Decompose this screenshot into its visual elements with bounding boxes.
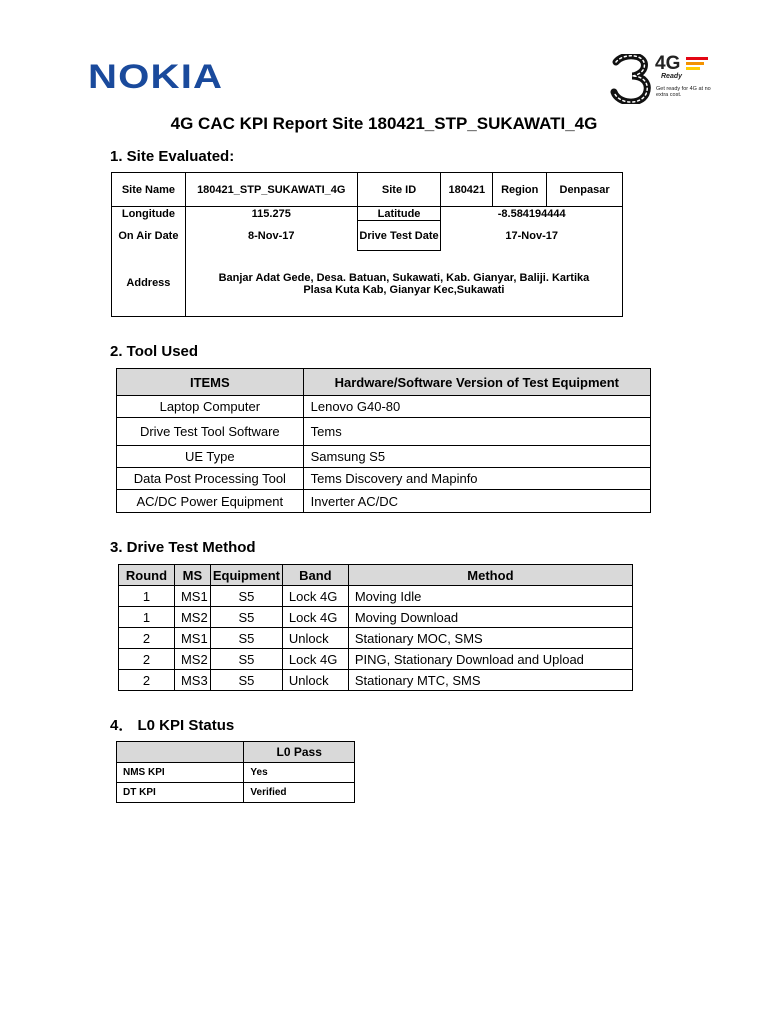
three-logo-icon bbox=[610, 54, 656, 104]
tool-item: Laptop Computer bbox=[117, 396, 304, 418]
column-header: Hardware/Software Version of Test Equipment bbox=[303, 369, 650, 396]
method-cell: Stationary MTC, SMS bbox=[348, 670, 632, 691]
equipment-cell: S5 bbox=[210, 649, 282, 670]
tool-used-table bbox=[116, 368, 651, 513]
ms-cell: MS3 bbox=[174, 670, 210, 691]
report-title: 4G CAC KPI Report Site 180421_STP_SUKAWATI_4G bbox=[170, 114, 598, 133]
region-value: Denpasar bbox=[547, 173, 623, 207]
site-id-value: 180421 bbox=[441, 173, 493, 207]
drive-test-value: 17-Nov-17 bbox=[441, 221, 623, 251]
round-cell: 1 bbox=[119, 586, 175, 607]
equipment-cell: S5 bbox=[210, 586, 282, 607]
ms-cell: MS1 bbox=[174, 628, 210, 649]
site-name-label: Site Name bbox=[112, 173, 186, 207]
band-cell: Unlock bbox=[282, 628, 348, 649]
column-header: Round bbox=[119, 565, 175, 586]
three-4g-logo bbox=[610, 54, 710, 104]
method-cell: Moving Download bbox=[348, 607, 632, 628]
address-label: Address bbox=[112, 251, 186, 317]
latitude-value: -8.584194444 bbox=[441, 207, 623, 221]
section-heading-tool-used: 2. Tool Used bbox=[110, 343, 199, 360]
ms-cell: MS1 bbox=[174, 586, 210, 607]
4g-badge: 4G bbox=[655, 53, 681, 74]
column-header: Equipment bbox=[210, 565, 282, 586]
round-cell: 2 bbox=[119, 670, 175, 691]
method-cell: PING, Stationary Download and Upload bbox=[348, 649, 632, 670]
equipment-cell: S5 bbox=[210, 670, 282, 691]
band-cell: Unlock bbox=[282, 670, 348, 691]
site-evaluated-table bbox=[111, 172, 623, 317]
ms-cell: MS2 bbox=[174, 649, 210, 670]
equipment-cell: S5 bbox=[210, 607, 282, 628]
band-cell: Lock 4G bbox=[282, 586, 348, 607]
longitude-value: 115.275 bbox=[185, 207, 357, 221]
tool-item: AC/DC Power Equipment bbox=[117, 490, 304, 513]
section-heading-site-evaluated: 1. Site Evaluated: bbox=[110, 148, 235, 165]
method-cell: Stationary MOC, SMS bbox=[348, 628, 632, 649]
column-header: Method bbox=[348, 565, 632, 586]
l0-kpi-status-table bbox=[116, 741, 355, 803]
kpi-value: Yes bbox=[244, 763, 355, 783]
tool-version: Samsung S5 bbox=[303, 446, 650, 468]
kpi-name: DT KPI bbox=[117, 783, 244, 803]
round-cell: 1 bbox=[119, 607, 175, 628]
4g-stripes-icon bbox=[686, 57, 708, 71]
tool-item: UE Type bbox=[117, 446, 304, 468]
tool-version: Tems Discovery and Mapinfo bbox=[303, 468, 650, 490]
round-cell: 2 bbox=[119, 628, 175, 649]
tool-item: Drive Test Tool Software bbox=[117, 418, 304, 446]
column-header: MS bbox=[174, 565, 210, 586]
tool-version: Tems bbox=[303, 418, 650, 446]
tool-version: Inverter AC/DC bbox=[303, 490, 650, 513]
nokia-logo: NOKIA bbox=[88, 58, 224, 96]
section-heading-drive-test-method: 3. Drive Test Method bbox=[110, 539, 256, 556]
site-id-label: Site ID bbox=[357, 173, 441, 207]
address-value: Banjar Adat Gede, Desa. Batuan, Sukawati, Kab. Gianyar, Baliji. Kartika Plasa Kuta Kab, Gianyar Kec,Sukawati bbox=[185, 251, 622, 317]
on-air-value: 8-Nov-17 bbox=[185, 221, 357, 251]
band-cell: Lock 4G bbox=[282, 607, 348, 628]
region-label: Region bbox=[493, 173, 547, 207]
latitude-label: Latitude bbox=[357, 207, 441, 221]
column-header-empty bbox=[117, 742, 244, 763]
tool-version: Lenovo G40-80 bbox=[303, 396, 650, 418]
kpi-value: Verified bbox=[244, 783, 355, 803]
equipment-cell: S5 bbox=[210, 628, 282, 649]
on-air-label: On Air Date bbox=[112, 221, 186, 251]
column-header: ITEMS bbox=[117, 369, 304, 396]
column-header: Band bbox=[282, 565, 348, 586]
drive-test-method-table bbox=[118, 564, 633, 691]
method-cell: Moving Idle bbox=[348, 586, 632, 607]
drive-test-label: Drive Test Date bbox=[357, 221, 441, 251]
band-cell: Lock 4G bbox=[282, 649, 348, 670]
tool-item: Data Post Processing Tool bbox=[117, 468, 304, 490]
kpi-name: NMS KPI bbox=[117, 763, 244, 783]
4g-ready-label: Ready bbox=[661, 73, 683, 80]
column-header: L0 Pass bbox=[244, 742, 355, 763]
round-cell: 2 bbox=[119, 649, 175, 670]
operator-tagline: Get ready for 4G at no extra cost. bbox=[656, 86, 711, 98]
section-heading-l0-kpi-status: 4． L0 KPI Status bbox=[110, 717, 235, 734]
longitude-label: Longitude bbox=[112, 207, 186, 221]
site-name-value: 180421_STP_SUKAWATI_4G bbox=[185, 173, 357, 207]
ms-cell: MS2 bbox=[174, 607, 210, 628]
